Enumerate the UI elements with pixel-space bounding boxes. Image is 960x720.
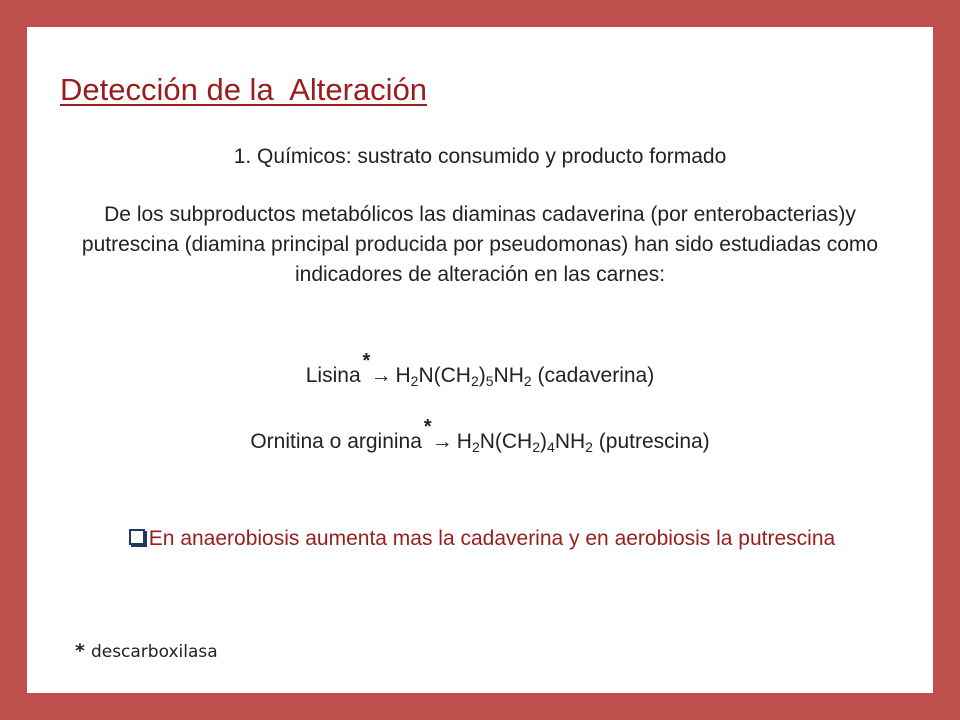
reaction-putrescina [27,416,933,455]
footnote [75,640,218,662]
footnote-asterisk: * [75,640,85,662]
bullet-item [87,524,877,554]
line-quimicos [67,142,893,172]
asterisk-mark: * [362,350,371,372]
reaction-arrow-wrap [423,416,457,454]
reaction-product: (putrescina) [592,430,710,453]
bullet-text: En anaerobiosis aumenta mas la cadaverina y en aerobiosis la putrescina [148,527,836,550]
formula: $H_2N(CH_2)_4NH_2$ [456,430,593,455]
arrow-icon: → [431,430,453,453]
body-paragraph: De los subproductos metabólicos las diaminas cadaverina (por enterobacterias)y putrescina (diamina principal producida por pseudomonas) han sido estudiadas como indicadores de alteración en las carnes: [81,203,879,286]
reaction-product: (cadaverina) [531,364,655,387]
reaction-substrate: Lisina [305,364,361,387]
line-quimicos-prefix: 1. Químicos: [233,145,352,168]
arrow-icon: → [370,364,392,387]
checkbox-bullet-icon [129,529,145,545]
reaction-arrow-wrap [362,350,395,388]
formula: $H_2N(CH_2)_5NH_2$ [395,364,532,389]
footnote-text: descarboxilasa [90,642,218,662]
reaction-cadaverina [27,350,933,389]
slide-title: Detección de la Alteración [60,72,428,107]
reaction-substrate: Ornitina o arginina [250,430,422,453]
line-quimicos-rest: sustrato consumido y producto formado [351,145,727,168]
asterisk-mark: * [423,416,432,438]
slide [27,27,933,693]
